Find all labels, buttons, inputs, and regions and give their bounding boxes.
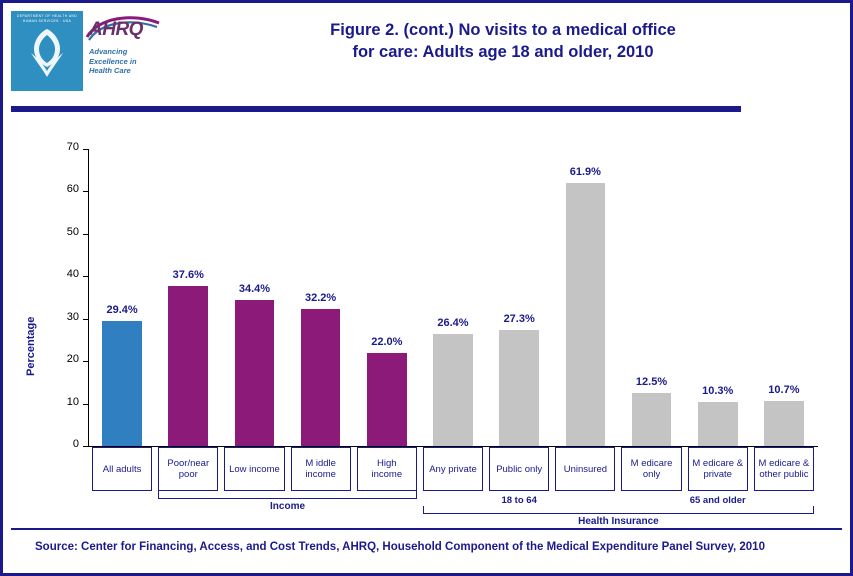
ahrq-tagline-line2: Excellence in: [89, 56, 137, 66]
bar: [168, 286, 208, 446]
bar-value-label: 27.3%: [503, 313, 535, 326]
ahrq-tagline: [89, 47, 161, 76]
bar: [499, 330, 539, 446]
y-tick-label: 20: [66, 353, 79, 366]
x-axis-category: [357, 447, 417, 491]
y-tick-label: 40: [66, 268, 79, 281]
x-axis-category-label: Poor/near poor: [167, 458, 210, 480]
plot-area: [89, 149, 817, 446]
figure-title-line1: Figure 2. (cont.) No visits to a medical office: [330, 21, 676, 39]
hhs-seal-ring-text: DEPARTMENT OF HEALTH AND HUMAN SERVICES · USA: [16, 14, 78, 23]
x-axis-category-label: All adults: [102, 463, 142, 475]
x-axis-category: [224, 447, 284, 491]
bar-value-label: 32.2%: [305, 292, 337, 305]
bar-value-label: 22.0%: [371, 335, 403, 348]
footer-divider: [11, 528, 842, 530]
x-axis-group-label: Income: [270, 501, 306, 512]
bar-value-label: 37.6%: [172, 269, 204, 282]
x-axis-category: [621, 447, 681, 491]
hhs-seal-icon: [11, 11, 83, 91]
bar-value-label: 34.4%: [238, 283, 271, 296]
ahrq-wordmark: AHRQ: [89, 19, 143, 40]
source-note: Source: Center for Financing, Access, and Cost Trends, AHRQ, Household Component of the Medical Expenditure Panel Survey, 2010: [35, 541, 765, 553]
figure-header: [3, 3, 850, 103]
y-axis-label: Percentage: [25, 316, 37, 376]
x-axis-category: [489, 447, 549, 491]
bar-chart: [3, 121, 850, 527]
y-tick-label: 30: [66, 310, 79, 323]
x-axis-group-label: Health Insurance: [578, 516, 659, 527]
bar: [367, 353, 407, 446]
bar: [102, 321, 142, 446]
x-axis-category-label: Any private: [429, 463, 477, 475]
y-tick-label: 10: [66, 395, 79, 408]
bar-value-label: 10.3%: [702, 385, 734, 398]
x-axis-category-label: M iddle income: [305, 458, 336, 480]
x-axis-subgroup-label: 65 and older: [689, 495, 746, 506]
hhs-eagle-icon: [28, 27, 66, 79]
bar: [235, 300, 275, 446]
figure-title: [173, 19, 833, 63]
x-axis-category: [688, 447, 748, 491]
figure-title-line2: for care: Adults age 18 and older, 2010: [352, 43, 654, 61]
x-axis-category-label: M edicare & private: [692, 458, 744, 480]
y-tick-label: 50: [66, 225, 79, 238]
bar: [764, 401, 804, 446]
x-axis-category-label: High income: [371, 458, 403, 480]
bar-value-label: 12.5%: [635, 375, 668, 388]
x-axis-category-label: Low income: [229, 463, 280, 475]
x-axis-group-bracket: [423, 506, 814, 514]
x-axis-category: [92, 447, 152, 491]
ahrq-logo: [83, 11, 163, 91]
x-axis-category-label: Uninsured: [563, 463, 608, 475]
bar-value-label: 26.4%: [437, 316, 469, 329]
bar: [632, 393, 672, 446]
bar: [698, 402, 738, 446]
x-axis-category-label: M edicare & other public: [758, 458, 810, 480]
x-axis-category: [423, 447, 483, 491]
y-tick-label: 0: [72, 438, 79, 450]
bar-value-label: 29.4%: [106, 304, 138, 317]
bar: [433, 334, 473, 446]
x-axis-subgroup-label: 18 to 64: [501, 495, 537, 506]
bar: [301, 309, 341, 446]
x-axis-category: [754, 447, 814, 491]
bar-value-label: 10.7%: [768, 383, 800, 396]
header-divider: [11, 106, 741, 112]
ahrq-tagline-line3: Health Care: [89, 66, 131, 75]
x-axis-category: [291, 447, 351, 491]
x-axis-category-label: M edicare only: [630, 458, 673, 480]
y-tick-label: 60: [66, 183, 79, 196]
x-axis-group-bracket: [158, 491, 417, 499]
agency-logo: [11, 11, 163, 91]
bar-value-label: 61.9%: [569, 166, 601, 179]
x-axis-category-boxes: [89, 447, 817, 491]
ahrq-tagline-line1: Advancing: [89, 47, 128, 56]
x-axis-category-label: Public only: [496, 463, 543, 475]
y-tick-label: 70: [66, 141, 79, 153]
bar: [566, 183, 606, 446]
x-axis-category: [158, 447, 218, 491]
x-axis-category: [555, 447, 615, 491]
